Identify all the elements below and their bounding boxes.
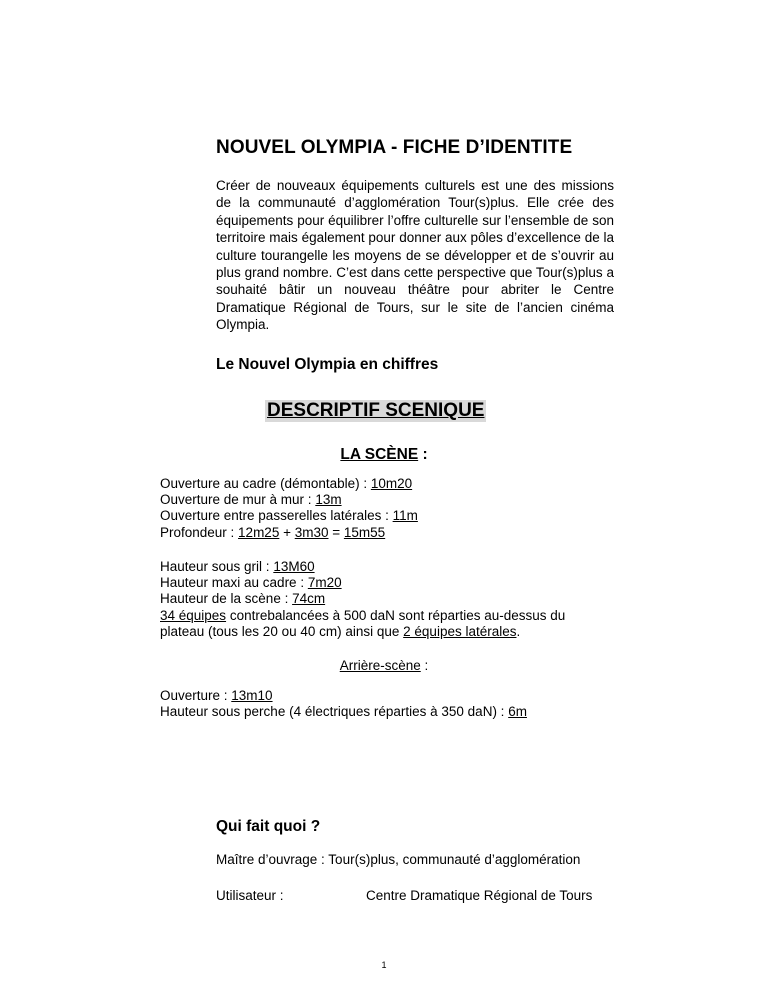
hauteur-cadre-value: 7m20	[307, 575, 342, 591]
arriere-ouverture-value: 13m10	[231, 688, 273, 703]
ouverture-passerelles-line	[160, 508, 418, 524]
arriere-scene-heading	[0, 658, 768, 673]
equipes-line-2	[160, 624, 565, 640]
equipes-end: .	[516, 623, 521, 639]
ouverture-mur-label: Ouverture de mur à mur :	[160, 492, 316, 508]
page-number: 1	[381, 960, 387, 970]
profondeur-value-2: 3m30	[294, 524, 329, 540]
equipes-line-1	[160, 608, 565, 624]
ouverture-mur-value: 13m	[315, 492, 342, 508]
profondeur-label: Profondeur :	[160, 524, 239, 540]
arriere-hauteur-value: 6m	[508, 704, 527, 720]
arriere-scene-heading-suffix: :	[420, 658, 429, 673]
hauteur-gril-line	[160, 559, 565, 575]
qui-fait-quoi-heading: Qui fait quoi ?	[216, 818, 321, 835]
document-title: NOUVEL OLYMPIA - FICHE D’IDENTITE	[216, 137, 573, 158]
scene-dimensions-block	[160, 476, 418, 541]
scene-heading	[0, 446, 768, 464]
arriere-hauteur-line	[160, 704, 527, 720]
hauteur-cadre-line	[160, 575, 565, 591]
hauteur-scene-label: Hauteur de la scène :	[160, 591, 293, 607]
hauteur-gril-label: Hauteur sous gril :	[160, 559, 274, 574]
arriere-ouverture-label: Ouverture :	[160, 688, 232, 703]
arriere-hauteur-label: Hauteur sous perche (4 électriques réparties à 350 daN) :	[160, 704, 509, 720]
equipes-laterales: 2 équipes latérales	[403, 623, 517, 639]
utilisateur-label: Utilisateur :	[216, 888, 284, 903]
descriptif-heading: DESCRIPTIF SCENIQUE	[267, 400, 485, 421]
hauteur-scene-line	[160, 591, 565, 607]
equipes-text-1: contrebalancées à 500 daN sont réparties au-dessus du	[226, 607, 566, 623]
intro-paragraph: Créer de nouveaux équipements culturels est une des missions de la communauté d’agglomération Tour(s)plus. Elle crée des équipements pour équilibrer l’offre culturelle sur l’ensemble de son territoire mais également pour donner aux pôles d’excellence de la culture tourangelle les moyens de se développer et de s’ouvrir au plus grand nombre. C’est dans cette perspective que Tour(s)plus a souhaité bâtir un nouveau théâtre pour abriter le Centre Dramatique Régional de Tours, sur le site de l’ancien cinéma Olympia.	[216, 178, 614, 333]
profondeur-plus: +	[279, 524, 295, 540]
profondeur-value-1: 12m25	[238, 524, 280, 540]
hauteur-scene-value: 74cm	[292, 591, 326, 607]
chiffres-heading: Le Nouvel Olympia en chiffres	[216, 356, 439, 373]
ouverture-passerelles-label: Ouverture entre passerelles latérales :	[160, 508, 393, 524]
hauteur-gril-value: 13M60	[273, 559, 315, 574]
ouverture-mur-line	[160, 492, 418, 508]
ouverture-passerelles-value: 11m	[392, 508, 418, 524]
profondeur-line	[160, 525, 418, 541]
equipes-text-2: plateau (tous les 20 ou 40 cm) ainsi que	[160, 623, 404, 639]
arriere-scene-heading-text: Arrière-scène	[339, 658, 421, 673]
ouverture-cadre-value: 10m20	[370, 476, 413, 491]
ouverture-cadre-label: Ouverture au cadre (démontable) :	[160, 476, 371, 491]
profondeur-total: 15m55	[343, 524, 386, 540]
scene-heading-text: LA SCÈNE	[340, 446, 419, 463]
profondeur-equals: =	[328, 524, 344, 540]
scene-heights-block	[160, 559, 565, 640]
ouverture-cadre-line	[160, 476, 418, 492]
maitre-ouvrage-line: Maître d’ouvrage : Tour(s)plus, communauté d’agglomération	[216, 852, 581, 867]
utilisateur-value: Centre Dramatique Régional de Tours	[366, 888, 593, 903]
scene-heading-suffix: :	[418, 446, 428, 463]
arriere-scene-block	[160, 688, 527, 720]
arriere-ouverture-line	[160, 688, 527, 704]
equipes-value: 34 équipes	[160, 607, 227, 623]
hauteur-cadre-label: Hauteur maxi au cadre :	[160, 575, 308, 591]
